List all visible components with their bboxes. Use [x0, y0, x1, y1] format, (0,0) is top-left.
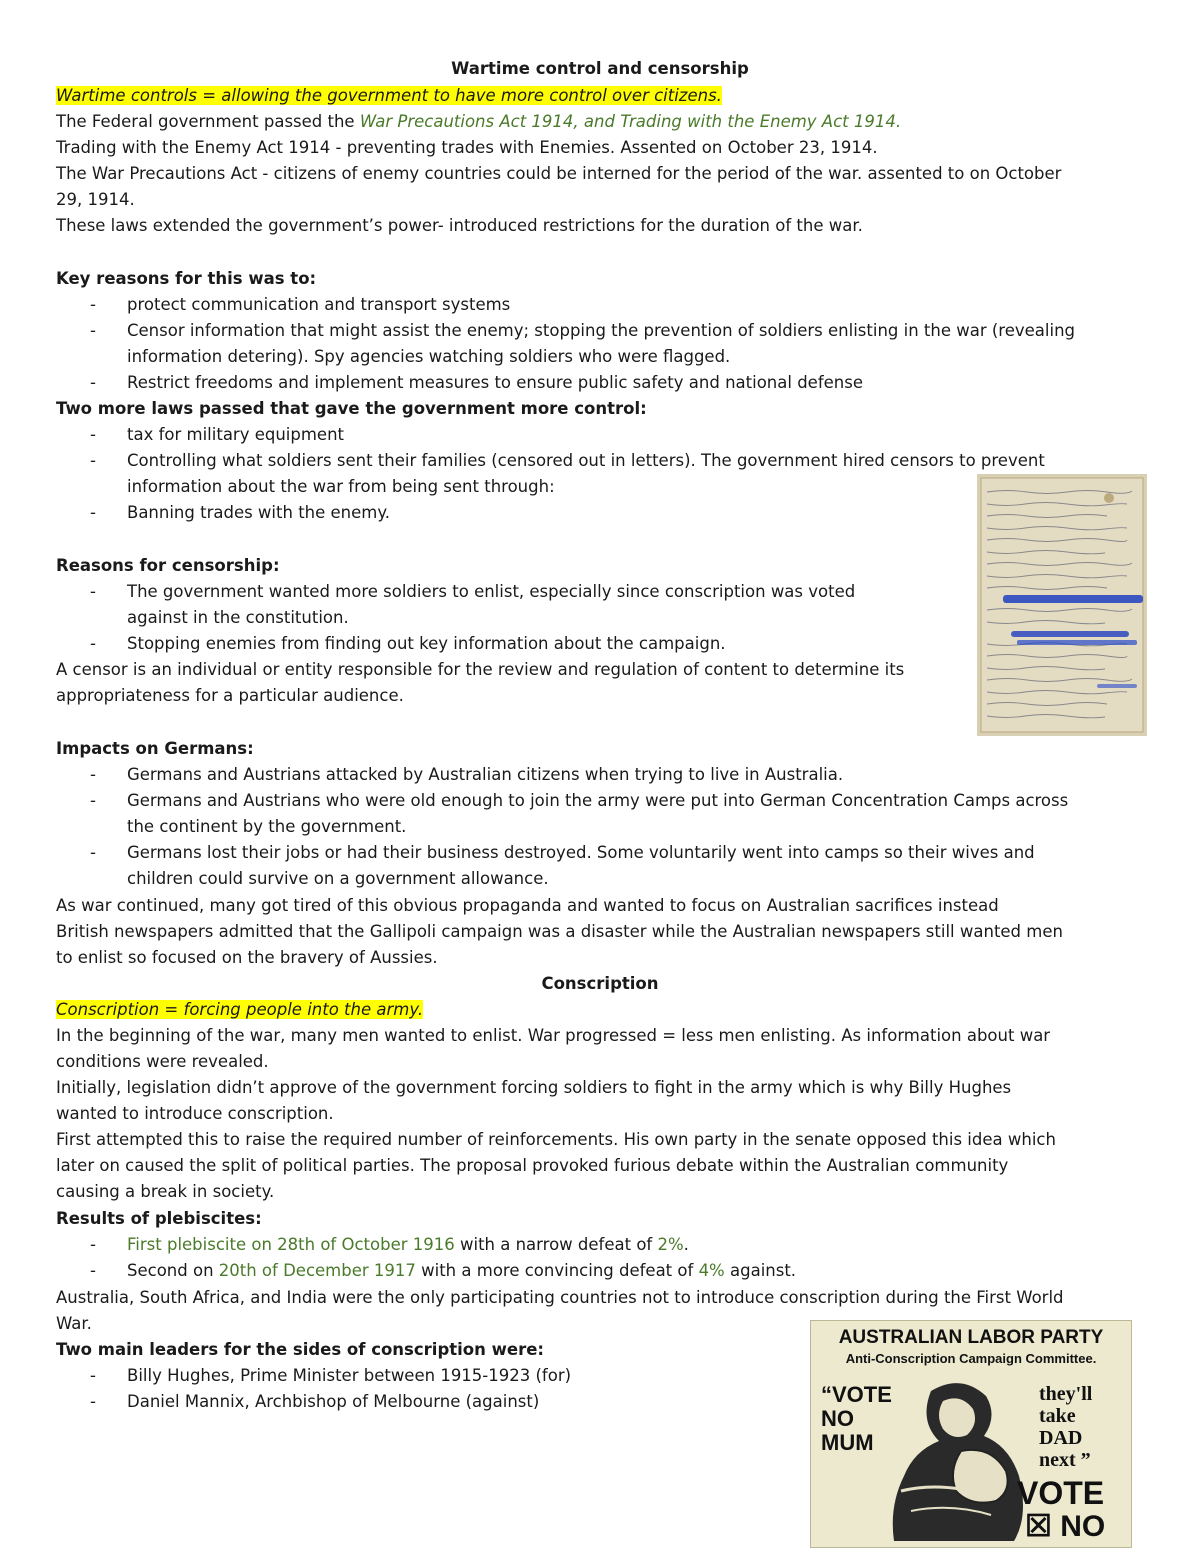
bullet-marker: - — [90, 321, 96, 340]
definition-wartime-controls: Wartime controls = allowing the government to have more control over citizens. — [56, 86, 722, 105]
list-item: Germans lost their jobs or had their business destroyed. Some voluntarily went into camps so their wives and — [127, 843, 1035, 862]
poster-left-line: “VOTE — [821, 1382, 892, 1407]
paragraph-acts: The Federal government passed the War Precautions Act 1914, and Trading with the Enemy Act 1914. — [56, 112, 902, 131]
list-item-cont: against in the constitution. — [127, 608, 349, 627]
poster-right-line: take — [1039, 1405, 1076, 1427]
poster-no: ☒ NO — [1025, 1510, 1106, 1543]
bullet-marker: - — [90, 1366, 96, 1385]
list-item: Germans and Austrians who were old enough to join the army were put into German Concentration Camps across — [127, 791, 1069, 810]
bullet-marker: - — [90, 634, 96, 653]
poster-right-line: next ” — [1039, 1449, 1091, 1471]
poster-right-line: they'll — [1039, 1383, 1093, 1405]
list-item: protect communication and transport systems — [127, 295, 511, 314]
poster-heading: AUSTRALIAN LABOR PARTY — [838, 1327, 1104, 1348]
bullet-marker: - — [90, 373, 96, 392]
paragraph-newspapers-cont: to enlist so focused on the bravery of Aussies. — [56, 948, 438, 967]
bullet-marker: - — [90, 1261, 96, 1280]
paragraph-war-precautions-cont: 29, 1914. — [56, 190, 135, 209]
paragraph-newspapers: British newspapers admitted that the Gallipoli campaign was a disaster while the Australian newspapers still wanted men — [56, 922, 1063, 941]
paragraph-trading-act: Trading with the Enemy Act 1914 - preventing trades with Enemies. Assented on October 23, 1914. — [56, 138, 878, 157]
page-title: Wartime control and censorship — [451, 59, 749, 78]
list-item: Stopping enemies from finding out key information about the campaign. — [127, 634, 726, 653]
bullet-marker: - — [90, 582, 96, 601]
list-item-cont: information about the war from being sent through: — [127, 477, 555, 496]
poster-left-text — [821, 1383, 892, 1455]
paragraph-war-precautions: The War Precautions Act - citizens of enemy countries could be interned for the period of the war. assented to on October — [56, 164, 1062, 183]
heading-results-plebiscites: Results of plebiscites: — [56, 1209, 262, 1228]
paragraph-legislation: Initially, legislation didn’t approve of the government forcing soldiers to fight in the army which is why Billy Hughes — [56, 1078, 1012, 1097]
poster-right-text — [1039, 1383, 1092, 1471]
paragraph-countries: Australia, South Africa, and India were the only participating countries not to introduce conscription during the First World — [56, 1288, 1064, 1307]
paragraph-propaganda: As war continued, many got tired of this obvious propaganda and wanted to focus on Australian sacrifices instead — [56, 896, 999, 915]
list-item: Censor information that might assist the enemy; stopping the prevention of soldiers enlisting in the war (revealing — [127, 321, 1076, 340]
list-item-cont: children could survive on a government allowance. — [127, 869, 549, 888]
poster-left-line: MUM — [821, 1430, 874, 1455]
poster-vote: VOTE — [1017, 1475, 1105, 1511]
list-item: tax for military equipment — [127, 425, 345, 444]
paragraph-laws-extended: These laws extended the government’s power- introduced restrictions for the duration of the war. — [56, 216, 863, 235]
paragraph-censor-definition-cont: appropriateness for a particular audience. — [56, 686, 404, 705]
section-title-conscription: Conscription — [541, 974, 659, 993]
bullet-marker: - — [90, 1235, 96, 1254]
bullet-marker: - — [90, 791, 96, 810]
list-item: Second on 20th of December 1917 with a more convincing defeat of 4% against. — [127, 1261, 797, 1280]
anti-conscription-poster — [810, 1320, 1132, 1548]
heading-two-more-laws: Two more laws passed that gave the government more control: — [56, 399, 647, 418]
list-item: Daniel Mannix, Archbishop of Melbourne (against) — [127, 1392, 540, 1411]
list-item: The government wanted more soldiers to enlist, especially since conscription was voted — [127, 582, 856, 601]
poster-subheading: Anti-Conscription Campaign Committee. — [845, 1351, 1097, 1366]
paragraph-beginning-cont: conditions were revealed. — [56, 1052, 269, 1071]
bullet-marker: - — [90, 1392, 96, 1411]
bullet-marker: - — [90, 425, 96, 444]
paragraph-attempt: First attempted this to raise the required number of reinforcements. His own party in the senate opposed this idea which — [56, 1130, 1056, 1149]
bullet-marker: - — [90, 295, 96, 314]
list-item: Controlling what soldiers sent their families (censored out in letters). The government hired censors to prevent — [127, 451, 1045, 470]
bullet-marker: - — [90, 503, 96, 522]
paragraph-attempt-cont2: causing a break in society. — [56, 1182, 275, 1201]
poster-left-line: NO — [821, 1406, 854, 1431]
bullet-marker: - — [90, 451, 96, 470]
censored-letter-drawing — [977, 474, 1147, 736]
list-item: Banning trades with the enemy. — [127, 503, 391, 522]
paragraph-attempt-cont: later on caused the split of political parties. The proposal provoked furious debate within the Australian community — [56, 1156, 1009, 1175]
heading-key-reasons: Key reasons for this was to: — [56, 269, 317, 288]
paragraph-legislation-cont: wanted to introduce conscription. — [56, 1104, 334, 1123]
definition-conscription: Conscription = forcing people into the army. — [56, 1000, 424, 1019]
list-item: Billy Hughes, Prime Minister between 1915-1923 (for) — [127, 1366, 572, 1385]
list-item: First plebiscite on 28th of October 1916 with a narrow defeat of 2%. — [127, 1235, 689, 1254]
heading-impacts-germans: Impacts on Germans: — [56, 739, 254, 758]
bullet-marker: - — [90, 843, 96, 862]
list-item: Restrict freedoms and implement measures to ensure public safety and national defense — [127, 373, 863, 392]
paragraph-censor-definition: A censor is an individual or entity responsible for the review and regulation of content to determine its — [56, 660, 905, 679]
paragraph-beginning: In the beginning of the war, many men wanted to enlist. War progressed = less men enlisting. As information about war — [56, 1026, 1051, 1045]
bullet-marker: - — [90, 765, 96, 784]
censored-letter-image — [977, 474, 1147, 736]
heading-leaders: Two main leaders for the sides of conscription were: — [56, 1340, 544, 1359]
list-item-cont: information detering). Spy agencies watching soldiers who were flagged. — [127, 347, 731, 366]
heading-reasons-censorship: Reasons for censorship: — [56, 556, 280, 575]
list-item-cont: the continent by the government. — [127, 817, 407, 836]
mother-child-illustration — [881, 1371, 1041, 1541]
list-item: Germans and Austrians attacked by Australian citizens when trying to live in Australia. — [127, 765, 844, 784]
paragraph-countries-cont: War. — [56, 1314, 92, 1333]
poster-right-line: DAD — [1039, 1427, 1083, 1449]
